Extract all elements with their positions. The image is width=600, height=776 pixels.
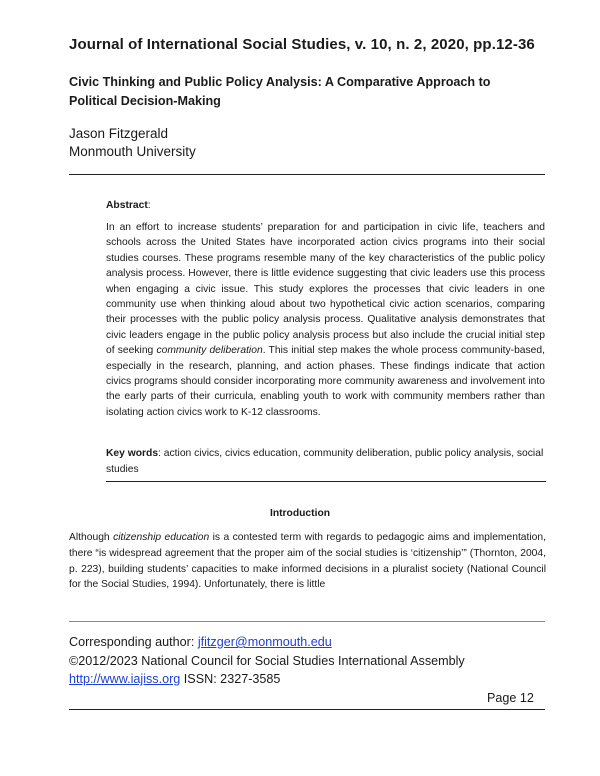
website-link[interactable]: http://www.iajiss.org	[69, 672, 181, 686]
divider-footer	[69, 621, 545, 622]
keywords	[106, 446, 545, 478]
intro-part1: Although	[69, 532, 114, 543]
author-block	[69, 125, 196, 161]
copyright-line: ©2012/2023 National Council for Social Studies International Assembly	[69, 653, 465, 668]
journal-header: Journal of International Social Studies, v. 10, n. 2, 2020, pp.12-36	[69, 36, 535, 53]
corresponding-label: Corresponding author:	[69, 635, 198, 649]
page-number: Page 12	[487, 691, 534, 705]
author-name: Jason Fitzgerald	[69, 126, 169, 141]
corresponding-author-line	[69, 633, 465, 652]
introduction-paragraph	[69, 530, 546, 593]
divider-top	[69, 174, 545, 175]
keywords-label: Key words	[106, 448, 159, 459]
abstract-text-part2: . This initial step makes the whole process community-based, especially in the research, planning, and action phases. These findings indicate that action civics programs should consider incorporating more community awareness and involvement into the early parts of their curricula, enabling youth to work with community members rather than isolating action civics work to K-12 classrooms.	[106, 345, 545, 418]
abstract-text-part1: In an effort to increase students’ preparation for and participation in civic life, teachers and schools across the United States have incorporated action civics programs into their social studies courses. These programs resemble many of the key characteristics of the public policy analysis process. However, there is little evidence suggesting that civic leaders use this process when engaging a civic issue. This study explores the processes that civic leaders in one community use when thinking aloud about two hypothetical civic action scenarios, comparing their processes with the public policy analysis process. Qualitative analysis demonstrates that civic leaders engage in the public policy analysis process but also include the crucial initial step of seeking	[106, 222, 545, 357]
divider-abstract	[106, 481, 546, 482]
intro-italic-term: citizenship education	[113, 532, 210, 543]
keywords-list: : action civics, civics education, community deliberation, public policy analysis, social studies	[106, 448, 544, 475]
abstract-label-text: Abstract	[106, 200, 148, 211]
abstract-italic-term: community deliberation	[156, 345, 263, 357]
introduction-heading: Introduction	[269, 508, 331, 519]
issn: ISSN: 2327-3585	[180, 672, 281, 686]
abstract-label	[106, 200, 151, 211]
website-line	[69, 670, 465, 689]
abstract-label-suffix: :	[147, 200, 151, 211]
divider-bottom	[69, 709, 545, 710]
author-affiliation: Monmouth University	[69, 144, 196, 159]
email-link[interactable]: jfitzger@monmouth.edu	[197, 635, 332, 649]
abstract-text	[106, 220, 545, 420]
intro-part2: is a contested term with regards to pedagogic aims and implementation, there “is widespread agreement that the proper aim of the social studies is ‘citizenship’” (Thornton, 2004, p. 223), building students’ capacities to make informed decisions in a pluralist society (National Council for the Social Studies, 1994). Unfortunately, there is little	[69, 532, 546, 591]
footer	[69, 633, 465, 689]
article-title: Civic Thinking and Public Policy Analysis: A Comparative Approach to Political Decision-Making	[69, 75, 491, 108]
